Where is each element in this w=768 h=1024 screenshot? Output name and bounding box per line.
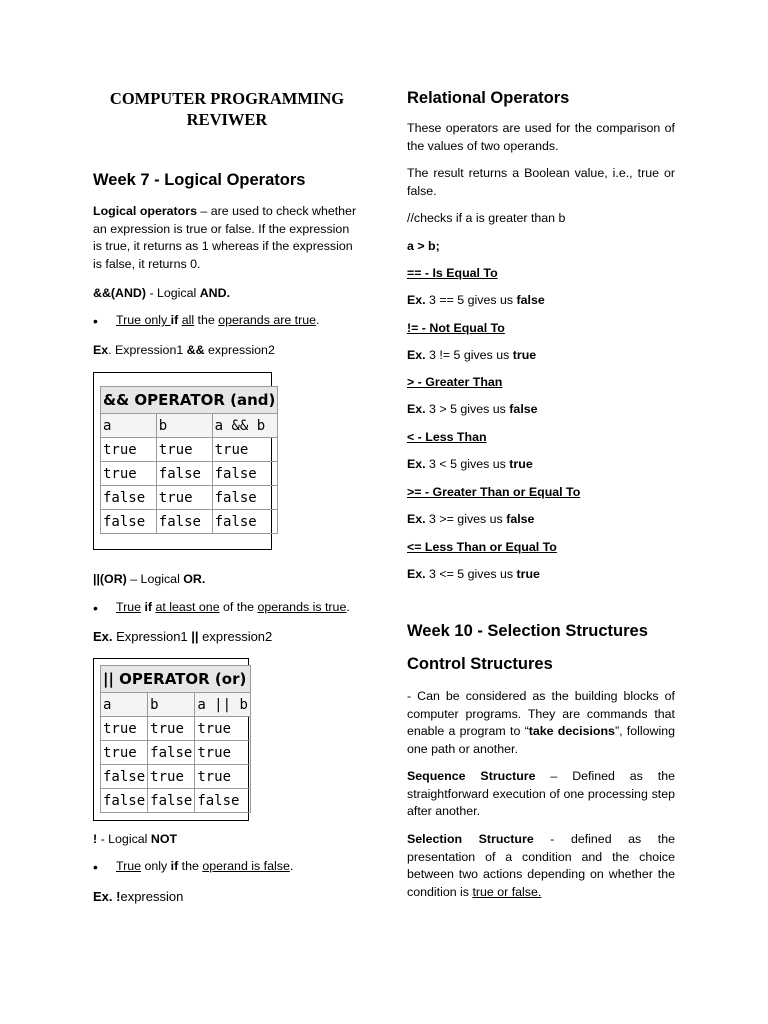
- table-cell: true: [148, 765, 195, 789]
- less-equal-title: <= Less Than or Equal To: [407, 540, 557, 554]
- example-text: 3 > 5 gives us: [425, 402, 510, 416]
- selection-structure-definition: - defined as the presentation of a condition and the choice between two actions depending on whether the condition is: [407, 832, 676, 899]
- table-cell: false: [212, 462, 278, 486]
- and-bullet-operands: operands are true: [218, 313, 317, 327]
- table-cell: false: [195, 789, 251, 813]
- not-equal-example: [407, 347, 536, 365]
- or-example-pre: Expression1: [112, 629, 192, 644]
- or-desc: – Logical: [126, 572, 184, 586]
- or-bullet-period: .: [346, 600, 350, 614]
- logical-operators-term: Logical operators: [93, 204, 197, 218]
- table-cell: true: [156, 438, 212, 462]
- or-truth-table: [100, 665, 251, 813]
- not-bullet-only: only: [141, 859, 171, 873]
- week10-heading: Week 10 - Selection Structures: [407, 622, 648, 640]
- example-label: Ex.: [407, 293, 426, 307]
- or-bullet-operands: operands is true: [257, 600, 347, 614]
- table-header-cell: b: [148, 693, 195, 717]
- document-title-line2: REVIWER: [186, 110, 268, 129]
- less-than-example: [407, 456, 533, 474]
- table-row: [101, 510, 278, 534]
- table-cell: true: [156, 486, 212, 510]
- not-equal-title: != - Not Equal To: [407, 321, 505, 335]
- or-bullet-if: if: [144, 600, 153, 614]
- or-desc-bold: OR.: [183, 572, 206, 586]
- code-line: a > b;: [407, 239, 440, 253]
- and-desc-bold: AND.: [199, 286, 231, 300]
- table-row: [101, 438, 278, 462]
- logical-operators-intro: [93, 203, 361, 273]
- less-equal-example: [407, 566, 540, 584]
- sequence-structure-term: Sequence Structure: [407, 769, 536, 783]
- relational-intro: These operators are used for the comparison of the values of two operands.: [407, 121, 675, 153]
- not-bullet-if: if: [170, 859, 179, 873]
- table-header-cell: a: [101, 414, 157, 438]
- or-bullet-of-the: of the: [219, 600, 258, 614]
- not-bullet-the: the: [178, 859, 203, 873]
- example-label: Ex.: [407, 457, 426, 471]
- example-text: 3 >= gives us: [425, 512, 507, 526]
- and-example-op: &&: [186, 343, 205, 357]
- bullet-dot-icon: •: [93, 859, 98, 875]
- equal-to-title: == - Is Equal To: [407, 266, 498, 280]
- not-bullet-true: True: [116, 859, 142, 873]
- table-cell: true: [101, 438, 157, 462]
- table-row: [101, 486, 278, 510]
- example-result: true: [509, 457, 533, 471]
- relational-heading: Relational Operators: [407, 89, 570, 107]
- greater-than-example: [407, 401, 538, 419]
- table-cell: true: [101, 741, 148, 765]
- not-example-op: !: [112, 889, 121, 904]
- table-cell: true: [195, 717, 251, 741]
- table-cell: false: [212, 486, 278, 510]
- example-label: Ex.: [407, 348, 426, 362]
- or-table-caption: || OPERATOR (or): [101, 666, 251, 693]
- document-title: [93, 88, 361, 130]
- week7-heading: Week 7 - Logical Operators: [93, 171, 306, 189]
- table-cell: true: [101, 717, 148, 741]
- table-header-cell: a && b: [212, 414, 278, 438]
- table-cell: true: [101, 462, 157, 486]
- table-cell: false: [156, 462, 212, 486]
- bullet-dot-icon: •: [93, 600, 98, 616]
- selection-structure-true-false: true or false.: [472, 884, 542, 899]
- and-bullet-only: only: [141, 313, 171, 327]
- and-desc: - Logical: [146, 286, 200, 300]
- selection-structure-term: Selection Structure: [407, 832, 534, 846]
- or-bullet-at-least-one: at least one: [155, 600, 220, 614]
- control-structures-intro: [407, 688, 675, 758]
- table-cell: false: [101, 510, 157, 534]
- example-label: Ex.: [407, 512, 426, 526]
- or-bullet-true: True: [116, 600, 142, 614]
- or-symbol: ||(OR): [93, 572, 127, 586]
- relational-result: The result returns a Boolean value, i.e., true or false.: [407, 166, 675, 198]
- or-truth-table-frame: [93, 658, 249, 821]
- or-example: [93, 628, 272, 646]
- example-label: Ex.: [407, 567, 426, 581]
- greater-equal-example: [407, 511, 534, 529]
- and-bullet-period: .: [316, 313, 320, 327]
- table-row: [101, 717, 251, 741]
- example-result: false: [516, 293, 545, 307]
- and-bullet-true: True: [116, 313, 142, 327]
- and-example: [93, 342, 275, 360]
- equal-to-example: [407, 292, 545, 310]
- or-example-label: Ex.: [93, 629, 113, 644]
- not-bullet-operand: operand is false: [202, 859, 290, 873]
- intro-bold: take decisions: [528, 724, 615, 738]
- selection-structure: [407, 831, 675, 901]
- not-desc-bold: NOT: [150, 832, 178, 846]
- and-operator-label: [93, 285, 230, 303]
- example-text: 3 <= 5 gives us: [425, 567, 517, 581]
- or-operator-label: [93, 571, 205, 589]
- table-row: [101, 462, 278, 486]
- example-text: 3 != 5 gives us: [425, 348, 513, 362]
- example-result: false: [509, 402, 538, 416]
- not-example-post: expression: [120, 889, 184, 904]
- not-bullet-period: .: [289, 859, 294, 873]
- less-than-title: < - Less Than: [407, 430, 487, 444]
- table-header-cell: b: [156, 414, 212, 438]
- logical-operators-definition: – are used to check whether an expression is true or false. If the expression is true, it returns as 1 whereas if the expression is false, it returns 0.: [93, 204, 357, 271]
- or-example-op: ||: [191, 629, 199, 644]
- and-truth-table: [100, 386, 278, 534]
- and-example-label: Ex: [93, 343, 109, 357]
- example-text: 3 == 5 gives us: [425, 293, 517, 307]
- and-bullet-the: the: [194, 313, 219, 327]
- example-result: true: [516, 567, 540, 581]
- table-cell: true: [148, 717, 195, 741]
- not-example-label: Ex.: [93, 889, 113, 904]
- and-table-caption: && OPERATOR (and): [101, 387, 278, 414]
- sequence-structure: [407, 768, 675, 821]
- table-row: [101, 765, 251, 789]
- and-truth-table-frame: [93, 372, 276, 550]
- table-cell: false: [148, 741, 195, 765]
- intro-pre: - Can be considered as the building blocks of computer programs. They are commands that enable a program to “: [407, 689, 675, 738]
- table-cell: false: [101, 486, 157, 510]
- code-comment: //checks if a is greater than b: [407, 211, 566, 225]
- and-bullet-all: all: [181, 313, 195, 327]
- and-symbol: &&(AND): [93, 286, 146, 300]
- table-cell: true: [195, 741, 251, 765]
- greater-equal-title: >= - Greater Than or Equal To: [407, 485, 581, 499]
- example-text: 3 < 5 gives us: [425, 457, 510, 471]
- intro-post: ”, following one path or another.: [407, 724, 675, 756]
- table-row: [101, 741, 251, 765]
- table-cell: true: [212, 438, 278, 462]
- not-desc: - Logical: [97, 832, 151, 846]
- example-result: true: [512, 348, 537, 362]
- not-example: [93, 888, 183, 906]
- and-bullet-if: if: [170, 313, 179, 327]
- table-cell: false: [101, 789, 148, 813]
- table-cell: true: [195, 765, 251, 789]
- table-row: [101, 789, 251, 813]
- example-result: false: [506, 512, 535, 526]
- greater-than-title: > - Greater Than: [407, 375, 503, 389]
- table-header-cell: a: [101, 693, 148, 717]
- table-cell: false: [101, 765, 148, 789]
- bullet-dot-icon: •: [93, 313, 98, 329]
- not-operator-label: [93, 831, 177, 849]
- table-cell: false: [212, 510, 278, 534]
- table-cell: false: [156, 510, 212, 534]
- or-example-post: expression2: [198, 629, 273, 644]
- example-label: Ex.: [407, 402, 426, 416]
- not-symbol: !: [93, 832, 98, 846]
- and-example-post: expression2: [204, 343, 275, 357]
- table-header-cell: a || b: [195, 693, 251, 717]
- sequence-structure-definition: – Defined as the straightforward execution of one processing step after another.: [407, 769, 675, 818]
- document-title-line1: COMPUTER PROGRAMMING: [109, 89, 345, 108]
- and-example-pre: . Expression1: [108, 343, 187, 357]
- control-structures-heading: Control Structures: [407, 655, 553, 673]
- table-cell: false: [148, 789, 195, 813]
